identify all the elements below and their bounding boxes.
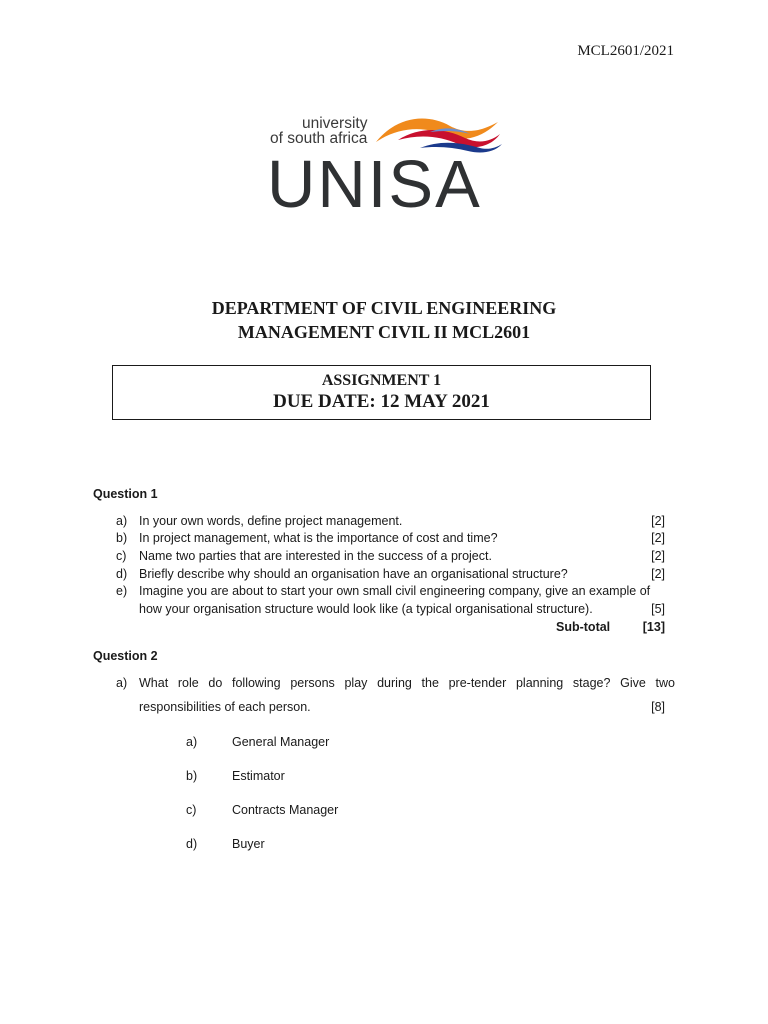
role-item (0, 803, 768, 821)
item-text: In project management, what is the importance of cost and time? (139, 531, 498, 545)
item-mark: [2] (651, 531, 665, 545)
item-text: Briefly describe why should an organisation have an organisational structure? (139, 567, 568, 581)
question-1-item (0, 566, 768, 584)
question-1-heading: Question 1 (93, 487, 158, 501)
question-1-subtotal (0, 619, 768, 637)
role-text: Contracts Manager (232, 803, 339, 817)
department-heading: DEPARTMENT OF CIVIL ENGINEERING (211, 298, 557, 318)
item-letter: e) (116, 584, 128, 598)
question-1-item (0, 548, 768, 566)
item-letter: d) (116, 567, 128, 581)
due-date: DUE DATE: 12 MAY 2021 (273, 391, 490, 412)
item-letter: c) (116, 549, 127, 563)
role-item (0, 837, 768, 855)
item-text-line1: Imagine you are about to start your own small civil engineering company, give an example of (139, 584, 651, 598)
item-text: In your own words, define project management. (139, 514, 403, 528)
document-code: MCL2601/2021 (577, 43, 674, 59)
item-text-line2: how your organisation structure would look like (a typical organisational structure). (139, 602, 593, 616)
role-text: Buyer (232, 837, 265, 851)
logo-line-south-africa: of south africa (270, 130, 368, 147)
item-mark: [2] (651, 514, 665, 528)
role-letter: b) (186, 769, 198, 783)
logo-line-university: university (302, 115, 368, 132)
question-2-heading: Question 2 (93, 649, 158, 663)
item-letter: a) (116, 676, 128, 690)
item-mark: [2] (651, 549, 665, 563)
item-mark: [8] (651, 700, 665, 714)
assignment-title: ASSIGNMENT 1 (321, 372, 442, 389)
role-item (0, 769, 768, 787)
question-1-item (0, 583, 768, 619)
question-2-item (0, 675, 768, 723)
item-mark: [5] (651, 602, 665, 616)
subtotal-mark: [13] (642, 620, 665, 634)
item-letter: b) (116, 531, 128, 545)
subtotal-label: Sub-total (556, 620, 611, 634)
role-text: General Manager (232, 735, 330, 749)
role-letter: a) (186, 735, 198, 749)
role-text: Estimator (232, 769, 285, 783)
item-text-line1: What role do following persons play during the pre-tender planning stage? Give two (139, 676, 675, 690)
item-letter: a) (116, 514, 128, 528)
logo-wordmark: UNISA (267, 147, 482, 222)
role-item (0, 735, 768, 753)
unisa-logo (0, 0, 768, 260)
item-text-line2: responsibilities of each person. (139, 700, 311, 714)
assignment-box (112, 365, 651, 420)
role-letter: c) (186, 803, 197, 817)
item-text: Name two parties that are interested in the success of a project. (139, 549, 492, 563)
question-1-item (0, 513, 768, 531)
item-mark: [2] (651, 567, 665, 581)
module-heading: MANAGEMENT CIVIL II MCL2601 (237, 322, 531, 342)
question-1-item (0, 530, 768, 548)
role-letter: d) (186, 837, 198, 851)
